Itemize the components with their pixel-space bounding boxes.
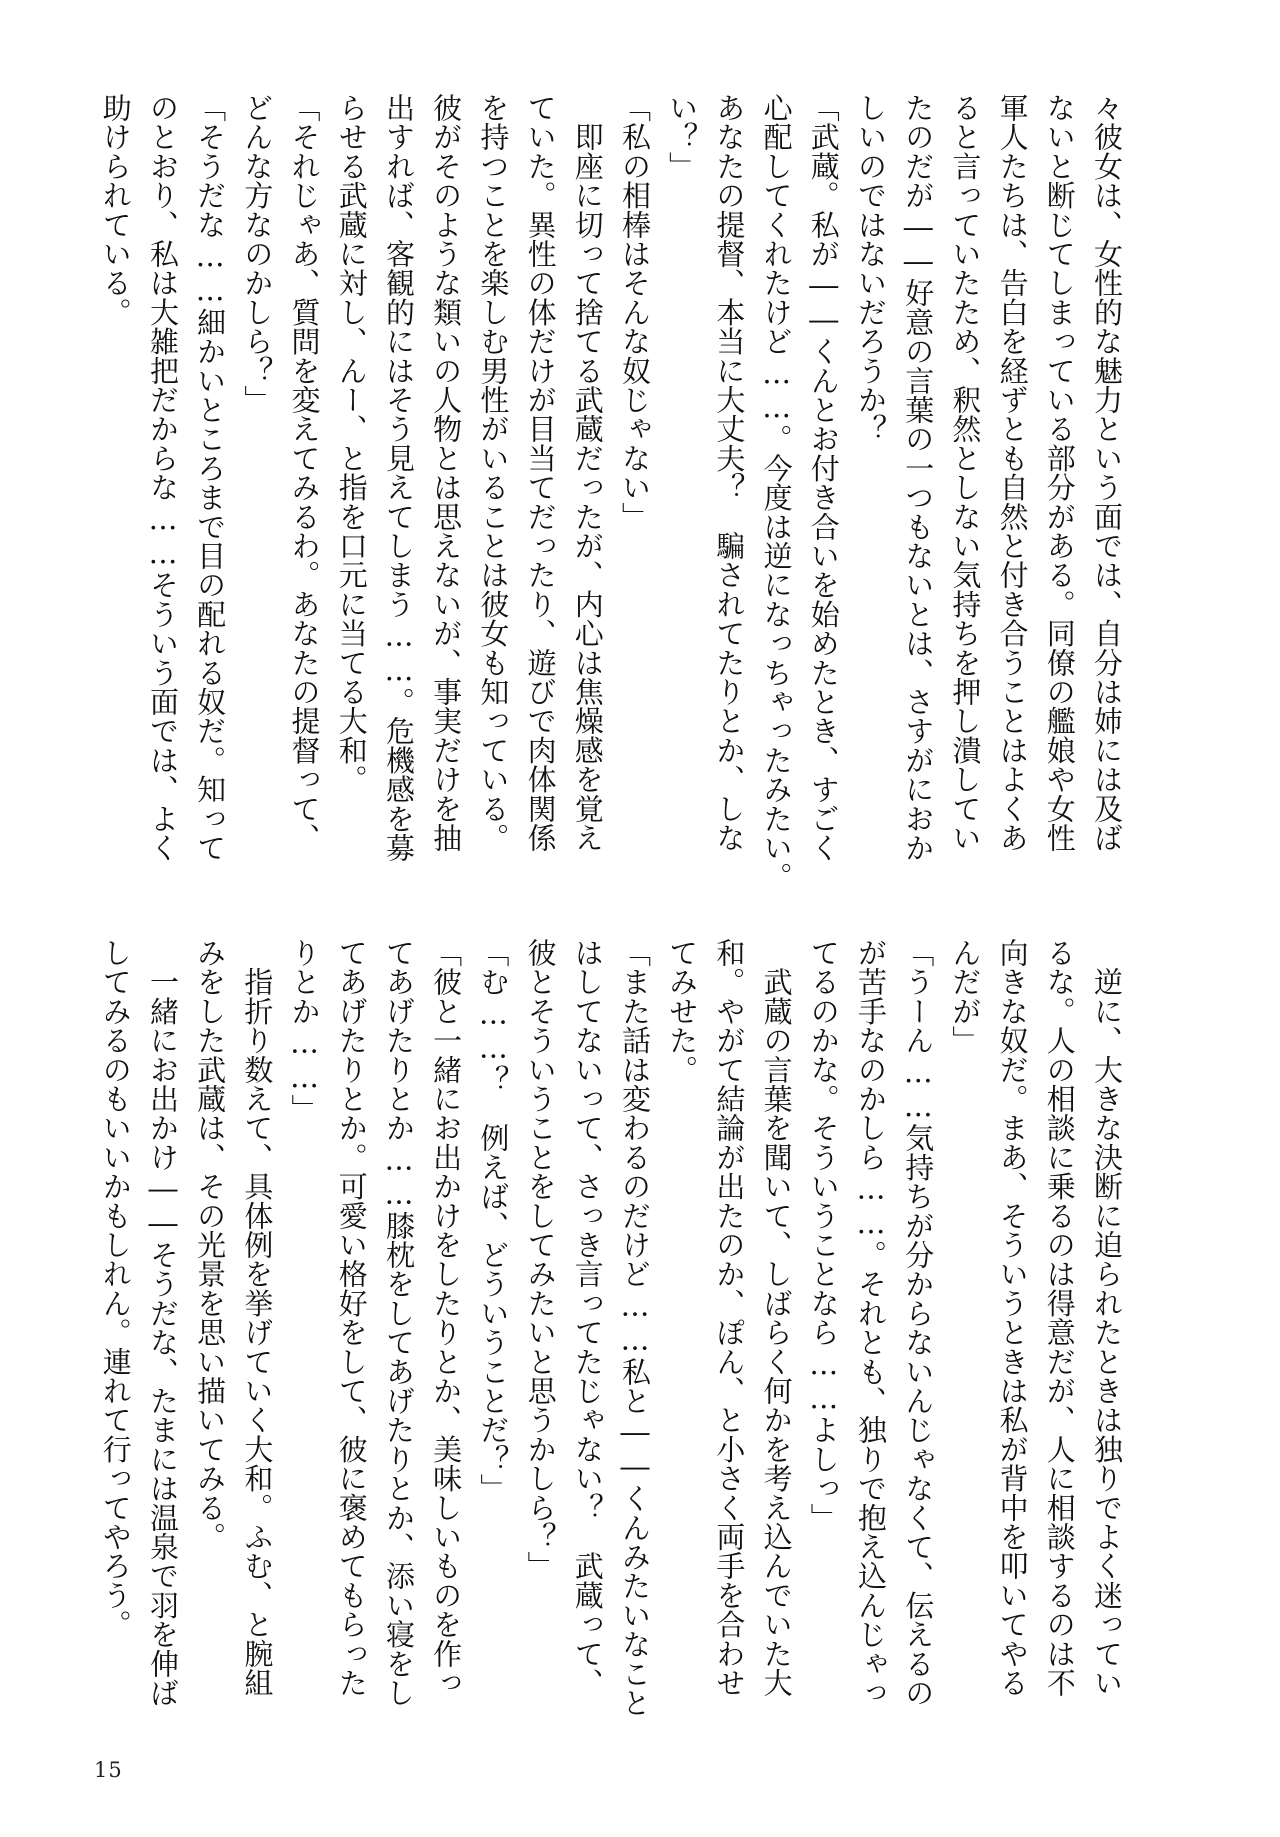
text-column: てみせた。 [665, 938, 700, 1084]
text-column: てあげたりとか……膝枕をしてあげたりとか、添い寝をし [381, 938, 416, 1708]
text-column: はしてないって、さっき言ってたじゃない？ 武蔵って、 [570, 938, 605, 1698]
text-column: 指折り数えて、具体例を挙げていく大和。ふむ、と腕組 [240, 938, 275, 1698]
text-column: 武蔵の言葉を聞いて、しばらく何かを考え込んでいた大 [759, 938, 794, 1698]
page-number: 15 [94, 1758, 123, 1782]
text-column: 逆に、大きな決断に迫られたときは独りでよく迷ってい [1090, 938, 1124, 1698]
text-column: 和。やがて結論が出たのか、ぽん、と小さく両手を合わせ [712, 938, 747, 1698]
text-column: りとか……」 [287, 938, 322, 1124]
text-column: のとおり、私は大雑把だからな……そういう面では、よく [145, 93, 180, 863]
text-column: 「私の相棒はそんな奴じゃない」 [617, 93, 652, 531]
text-column: 彼がそのような類いの人物とは思えないが、事実だけを抽 [429, 93, 464, 853]
text-column: 一緒にお出かけ――そうだな、たまには温泉で羽を伸ば [145, 938, 180, 1708]
text-column: しいのではないだろうか？ [853, 93, 888, 444]
text-column: ていた。異性の体だけが目当てだったり、遊びで肉体関係 [523, 93, 558, 853]
text-column: 「武蔵。私が――くんとお付き合いを始めたとき、すごく [806, 93, 841, 863]
text-column: ないと断じてしまっている部分がある。同僚の艦娘や女性 [1042, 93, 1077, 853]
text-column: 即座に切って捨てる武蔵だったが、内心は焦燥感を覚え [570, 93, 605, 853]
text-column: 彼とそういうことをしてみたいと思うかしら？」 [523, 938, 558, 1581]
text-column: 出すれば、客観的にはそう見えてしまう……。危機感を募 [381, 93, 416, 863]
text-column: い？」 [665, 93, 700, 181]
text-column: 軍人たちは、告白を経ずとも自然と付き合うことはよくあ [995, 93, 1030, 853]
text-column: 「む……？ 例えば、どういうことだ？」 [476, 938, 511, 1503]
text-column: ると言っていたため、釈然としない気持ちを押し潰してい [948, 93, 983, 853]
text-column: あなたの提督、本当に大丈夫？ 騙されてたりとか、しな [712, 93, 747, 853]
text-column: 々彼女は、女性的な魅力という面では、自分は姉には及ば [1090, 93, 1124, 853]
text-column: 助けられている。 [98, 93, 133, 327]
text-block-bottom [92, 938, 1130, 1738]
text-column: てあげたりとか。可愛い格好をして、彼に褒めてもらった [334, 938, 369, 1698]
text-column: 「それじゃあ、質問を変えてみるわ。あなたの提督って、 [287, 93, 322, 853]
text-column: らせる武蔵に対し、んー、と指を口元に当てる大和。 [334, 93, 369, 794]
text-column: たのだが――好意の言葉の一つもないとは、さすがにおか [901, 93, 936, 863]
text-column: してみるのもいいかもしれん。連れて行ってやろう。 [98, 938, 133, 1639]
text-block-top [92, 93, 1130, 893]
text-column: んだが」 [948, 938, 983, 1055]
text-column: 「うーん……気持ちが分からないんじゃなくて、伝えるの [901, 938, 936, 1708]
text-column: 心配してくれたけど……。今度は逆になっちゃったみたい。 [759, 93, 794, 892]
text-column: 「彼と一緒にお出かけをしたりとか、美味しいものを作っ [429, 938, 464, 1698]
text-column: 「そうだな……細かいところまで目の配れる奴だ。知って [193, 93, 228, 863]
text-column: 向きな奴だ。まあ、そういうときは私が背中を叩いてやる [995, 938, 1030, 1698]
text-column: どんな方なのかしら？」 [240, 93, 275, 415]
text-column: みをした武蔵は、その光景を思い描いてみる。 [193, 938, 228, 1552]
text-column: 「また話は変わるのだけど……私と――くんみたいなこと [617, 938, 652, 1718]
text-column: てるのかな。そういうことなら……よしっ」 [806, 938, 841, 1532]
text-column: るな。人の相談に乗るのは得意だが、人に相談するのは不 [1042, 938, 1077, 1698]
text-column: が苦手なのかしら……。それとも、独りで抱え込んじゃっ [853, 938, 888, 1708]
text-column: を持つことを楽しむ男性がいることは彼女も知っている。 [476, 93, 511, 853]
